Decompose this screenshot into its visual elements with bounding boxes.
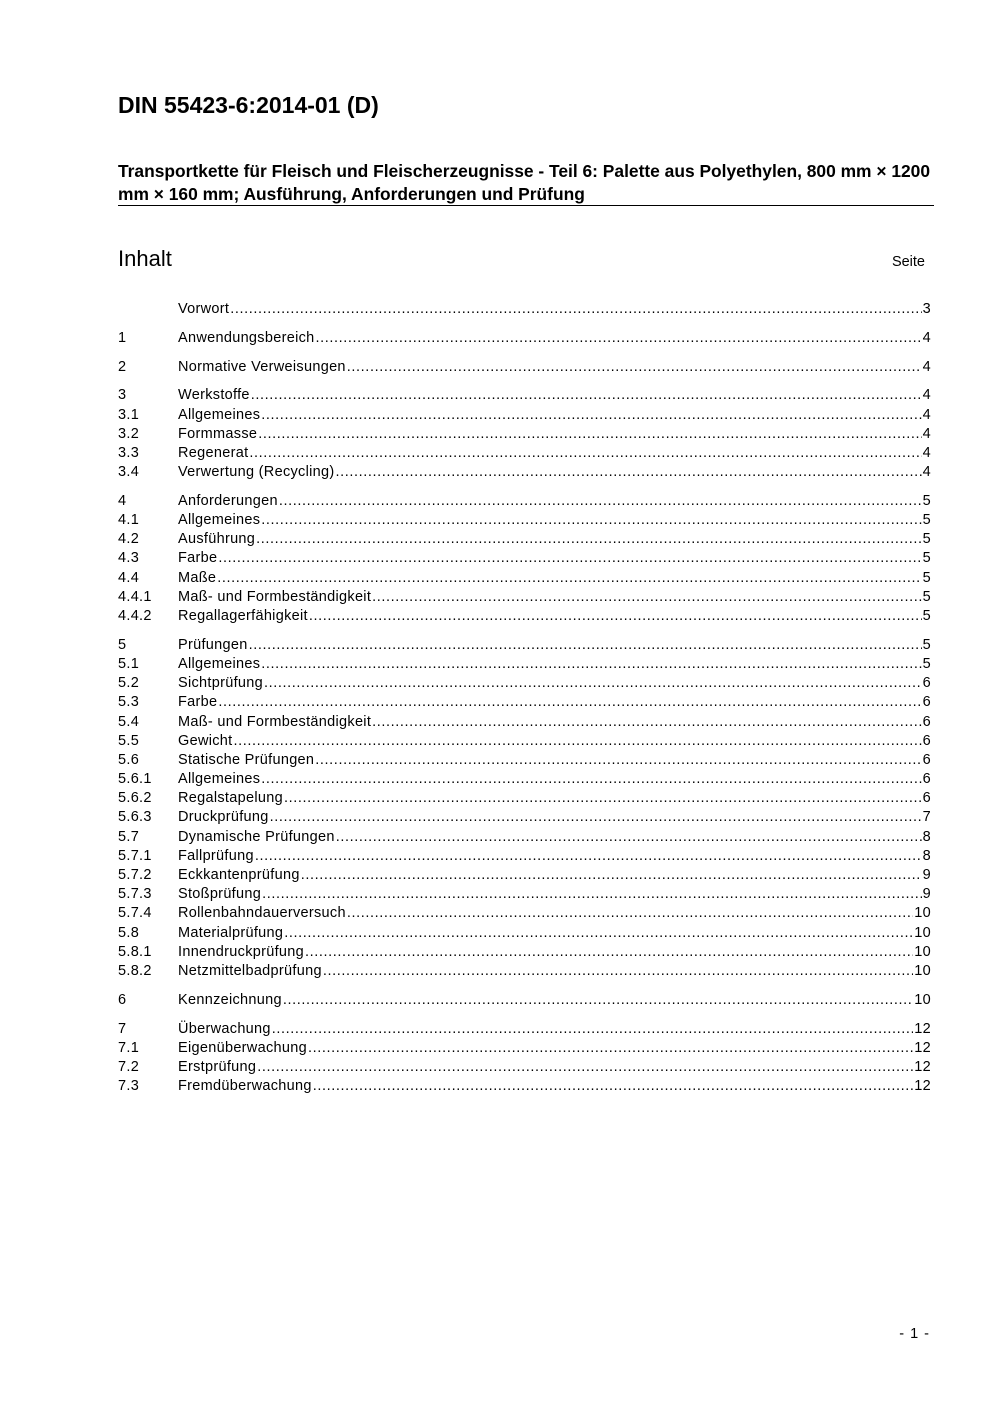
toc-dot-leader (256, 530, 921, 549)
toc-entry-number: 4.3 (118, 550, 140, 567)
toc-entry-page: 8 (922, 828, 931, 845)
toc-entry-page: 4 (922, 406, 931, 423)
toc-dot-leader (272, 1020, 913, 1039)
toc-entry[interactable] (118, 828, 931, 847)
toc-group (118, 300, 931, 319)
toc-entry[interactable] (118, 1077, 931, 1096)
toc-group (118, 636, 931, 981)
toc-entry-page: 4 (922, 358, 931, 375)
contents-heading: Inhalt (118, 246, 172, 271)
toc-entry[interactable] (118, 751, 931, 770)
document-number: DIN 55423-6:2014-01 (D) (118, 92, 379, 118)
toc-entry-number: 5.7 (118, 828, 140, 845)
toc-dot-leader (262, 885, 922, 904)
toc-entry[interactable] (118, 300, 931, 319)
toc-entry-title: Regallagerfähigkeit (178, 608, 308, 624)
toc-entry-title: Innendruckprüfung (178, 943, 305, 960)
toc-entry[interactable] (118, 329, 931, 348)
toc-entry-title: Druckprüfung (178, 809, 269, 826)
toc-dot-leader (255, 847, 922, 866)
toc-entry-number: 3.3 (118, 444, 140, 461)
toc-entry-page: 6 (922, 713, 931, 730)
toc-entry-title: Werkstoffe (178, 387, 250, 404)
toc-entry-page: 6 (922, 771, 931, 788)
toc-dot-leader (316, 329, 922, 348)
toc-entry-page: 5 (922, 655, 931, 672)
toc-entry-number: 5.7.3 (118, 886, 152, 903)
toc-entry-number: 4.4.1 (118, 588, 152, 605)
toc-group (118, 1020, 931, 1097)
toc-dot-leader (257, 1058, 913, 1077)
toc-dot-leader (347, 904, 913, 923)
toc-entry[interactable] (118, 406, 931, 425)
toc-entry-title: Regenerat (178, 444, 249, 461)
toc-entry[interactable] (118, 425, 931, 444)
toc-entry[interactable] (118, 636, 931, 655)
toc-entry-title: Farbe (178, 694, 218, 711)
toc-entry-page: 5 (922, 550, 931, 567)
toc-entry-number: 5.6.2 (118, 790, 152, 807)
toc-entry-title: Fallprüfung (178, 847, 254, 864)
toc-entry-title: Erstprüfung (178, 1058, 257, 1075)
toc-entry-page: 6 (922, 675, 931, 692)
toc-entry-title: Kennzeichnung (178, 991, 282, 1008)
toc-entry[interactable] (118, 492, 931, 511)
toc-entry-number: 5.7.2 (118, 867, 152, 884)
toc-entry-number: 7.2 (118, 1058, 140, 1075)
toc-entry[interactable] (118, 549, 931, 568)
toc-entry-page: 9 (922, 867, 931, 884)
toc-entry-number: 5.6.1 (118, 771, 152, 788)
toc-entry-page: 3 (922, 301, 931, 317)
toc-entry-title: Farbe (178, 550, 218, 567)
toc-entry-title: Materialprüfung (178, 924, 284, 941)
toc-entry-title: Anwendungsbereich (178, 329, 315, 346)
toc-entry-number: 5.1 (118, 655, 140, 672)
toc-entry-page: 4 (922, 329, 931, 346)
toc-entry[interactable] (118, 463, 931, 482)
toc-entry-title: Prüfungen (178, 636, 248, 653)
toc-entry-number: 5.6.3 (118, 809, 152, 826)
toc-entry-number: 3.2 (118, 425, 140, 442)
toc-entry[interactable] (118, 732, 931, 751)
toc-entry[interactable] (118, 655, 931, 674)
toc-entry-number: 4.1 (118, 512, 140, 529)
toc-dot-leader (261, 511, 921, 530)
toc-dot-leader (217, 569, 921, 588)
toc-entry-page: 10 (914, 905, 931, 922)
toc-entry-page: 5 (922, 588, 931, 605)
toc-dot-leader (261, 406, 921, 425)
toc-entry[interactable] (118, 358, 931, 377)
toc-entry[interactable] (118, 511, 931, 530)
toc-dot-leader (336, 463, 922, 482)
toc-dot-leader (261, 770, 921, 789)
toc-entry-number: 3 (118, 387, 127, 404)
page-number: - 1 - (899, 1326, 930, 1342)
toc-entry-page: 5 (922, 531, 931, 548)
toc-dot-leader (313, 1077, 914, 1096)
toc-entry-title: Eigenüberwachung (178, 1039, 307, 1056)
toc-entry[interactable] (118, 847, 931, 866)
toc-entry[interactable] (118, 569, 931, 588)
toc-group (118, 329, 931, 348)
toc-entry[interactable] (118, 924, 931, 943)
toc-entry[interactable] (118, 607, 931, 626)
toc-entry-number: 5 (118, 636, 127, 653)
toc-entry[interactable] (118, 693, 931, 712)
toc-entry-number: 3.4 (118, 464, 140, 481)
toc-entry-number: 5.8.2 (118, 962, 152, 979)
toc-entry-number: 7.1 (118, 1039, 140, 1056)
toc-entry-number: 5.7.4 (118, 905, 152, 922)
toc-dot-leader (308, 1039, 913, 1058)
toc-entry[interactable] (118, 770, 931, 789)
toc-dot-leader (301, 866, 922, 885)
toc-entry-title: Eckkantenprüfung (178, 867, 300, 884)
toc-entry-number: 6 (118, 991, 127, 1008)
toc-entry-title: Statische Prüfungen (178, 751, 315, 768)
toc-entry-title: Ausführung (178, 531, 256, 548)
toc-dot-leader (309, 607, 922, 626)
toc-entry-title: Anforderungen (178, 492, 278, 509)
toc-entry[interactable] (118, 674, 931, 693)
toc-entry[interactable] (118, 943, 931, 962)
toc-entry-title: Rollenbahndauerversuch (178, 905, 346, 922)
toc-entry-title: Allgemeines (178, 406, 261, 423)
toc-group (118, 358, 931, 377)
toc-entry-number: 5.4 (118, 713, 140, 730)
toc-entry[interactable] (118, 885, 931, 904)
toc-entry-number: 7.3 (118, 1078, 140, 1095)
toc-entry-number: 4.4.2 (118, 608, 152, 624)
toc-dot-leader (372, 713, 921, 732)
toc-entry-number: 3.1 (118, 406, 140, 423)
toc-entry-title: Vorwort (178, 301, 230, 317)
toc-dot-leader (258, 425, 921, 444)
toc-entry[interactable] (118, 386, 931, 405)
toc-entry-title: Normative Verweisungen (178, 358, 346, 375)
toc-entry-page: 5 (922, 492, 931, 509)
toc-dot-leader (218, 693, 921, 712)
toc-entry-title: Formmasse (178, 425, 258, 442)
toc-entry-page: 5 (922, 608, 931, 624)
toc-entry-title: Netzmittelbadprüfung (178, 962, 322, 979)
toc-dot-leader (372, 588, 921, 607)
toc-entry-title: Fremdüberwachung (178, 1078, 312, 1095)
toc-entry-title: Dynamische Prüfungen (178, 828, 335, 845)
toc-dot-leader (218, 549, 921, 568)
toc-dot-leader (279, 492, 922, 511)
toc-entry-number: 4 (118, 492, 127, 509)
toc-dot-leader (323, 962, 913, 981)
toc-entry-page: 12 (914, 1039, 931, 1056)
toc-entry-page: 4 (922, 464, 931, 481)
title-divider (118, 205, 934, 206)
toc-dot-leader (336, 828, 922, 847)
toc-entry-number: 2 (118, 358, 127, 375)
page-column-heading: Seite (891, 254, 925, 270)
toc-entry-page: 12 (914, 1058, 931, 1075)
toc-entry-page: 10 (914, 991, 931, 1008)
toc-entry-number: 1 (118, 329, 127, 346)
toc-entry-number: 5.5 (118, 732, 140, 749)
toc-entry-title: Maß- und Formbeständigkeit (178, 588, 372, 605)
toc-dot-leader (261, 655, 921, 674)
toc-entry-title: Allgemeines (178, 512, 261, 529)
toc-dot-leader (305, 943, 913, 962)
toc-entry-title: Überwachung (178, 1020, 271, 1037)
document-title: Transportkette für Fleisch und Fleischerzeugnisse - Teil 6: Palette aus Polyethylen, 800 mm × 1200 mm × 160 mm; Ausführung, Anforderungen und Prüfung (118, 161, 931, 204)
toc-entry-title: Verwertung (Recycling) (178, 464, 335, 481)
toc-dot-leader (251, 386, 922, 405)
toc-entry-page: 6 (922, 751, 931, 768)
toc-entry-page: 4 (922, 387, 931, 404)
toc-entry[interactable] (118, 904, 931, 923)
toc-dot-leader (233, 732, 921, 751)
toc-entry[interactable] (118, 588, 931, 607)
toc-entry[interactable] (118, 808, 931, 827)
toc-entry[interactable] (118, 444, 931, 463)
toc-entry-title: Maße (178, 569, 217, 586)
toc-entry-page: 10 (914, 962, 931, 979)
toc-entry-page: 4 (922, 425, 931, 442)
toc-entry-title: Allgemeines (178, 655, 261, 672)
toc-entry-number: 5.8.1 (118, 943, 152, 960)
toc-entry-number: 5.8 (118, 924, 140, 941)
toc-entry-number: 5.6 (118, 751, 140, 768)
toc-dot-leader (249, 636, 922, 655)
toc-entry-number: 5.7.1 (118, 847, 152, 864)
toc-entry[interactable] (118, 962, 931, 981)
toc-entry-number: 4.2 (118, 531, 140, 548)
toc-entry-page: 9 (922, 886, 931, 903)
toc-dot-leader (284, 789, 922, 808)
toc-entry-page: 6 (922, 694, 931, 711)
toc-entry-page: 5 (922, 512, 931, 529)
toc-entry-number: 7 (118, 1020, 127, 1037)
toc-entry-page: 5 (922, 636, 931, 653)
toc-entry[interactable] (118, 991, 931, 1010)
toc-entry[interactable] (118, 1020, 931, 1039)
toc-group (118, 991, 931, 1010)
toc-entry-page: 8 (922, 847, 931, 864)
toc-entry-page: 12 (914, 1078, 931, 1095)
toc-dot-leader (230, 300, 921, 319)
toc-entry-page: 5 (922, 569, 931, 586)
toc-entry-title: Gewicht (178, 732, 233, 749)
toc-entry-page: 6 (922, 732, 931, 749)
toc-entry[interactable] (118, 1058, 931, 1077)
toc-group (118, 492, 931, 626)
table-of-contents (118, 300, 931, 1106)
toc-dot-leader (284, 924, 913, 943)
toc-dot-leader (347, 358, 922, 377)
toc-entry-number: 5.3 (118, 694, 140, 711)
toc-dot-leader (283, 991, 913, 1010)
toc-entry-page: 6 (922, 790, 931, 807)
toc-entry[interactable] (118, 713, 931, 732)
toc-entry-title: Maß- und Formbeständigkeit (178, 713, 372, 730)
toc-entry-page: 10 (914, 943, 931, 960)
toc-entry-page: 4 (922, 444, 931, 461)
toc-dot-leader (264, 674, 922, 693)
toc-entry[interactable] (118, 1039, 931, 1058)
toc-entry[interactable] (118, 789, 931, 808)
toc-entry-title: Allgemeines (178, 771, 261, 788)
toc-entry-title: Regalstapelung (178, 790, 283, 807)
toc-entry-number: 5.2 (118, 675, 140, 692)
toc-entry-title: Stoßprüfung (178, 886, 262, 903)
toc-dot-leader (249, 444, 921, 463)
toc-dot-leader (270, 808, 922, 827)
toc-entry-page: 12 (914, 1020, 931, 1037)
toc-dot-leader (315, 751, 921, 770)
toc-entry-page: 10 (914, 924, 931, 941)
toc-entry-page: 7 (922, 809, 931, 826)
toc-group (118, 386, 931, 482)
toc-entry[interactable] (118, 866, 931, 885)
toc-entry[interactable] (118, 530, 931, 549)
toc-entry-number: 4.4 (118, 569, 140, 586)
toc-entry-title: Sichtprüfung (178, 675, 264, 692)
